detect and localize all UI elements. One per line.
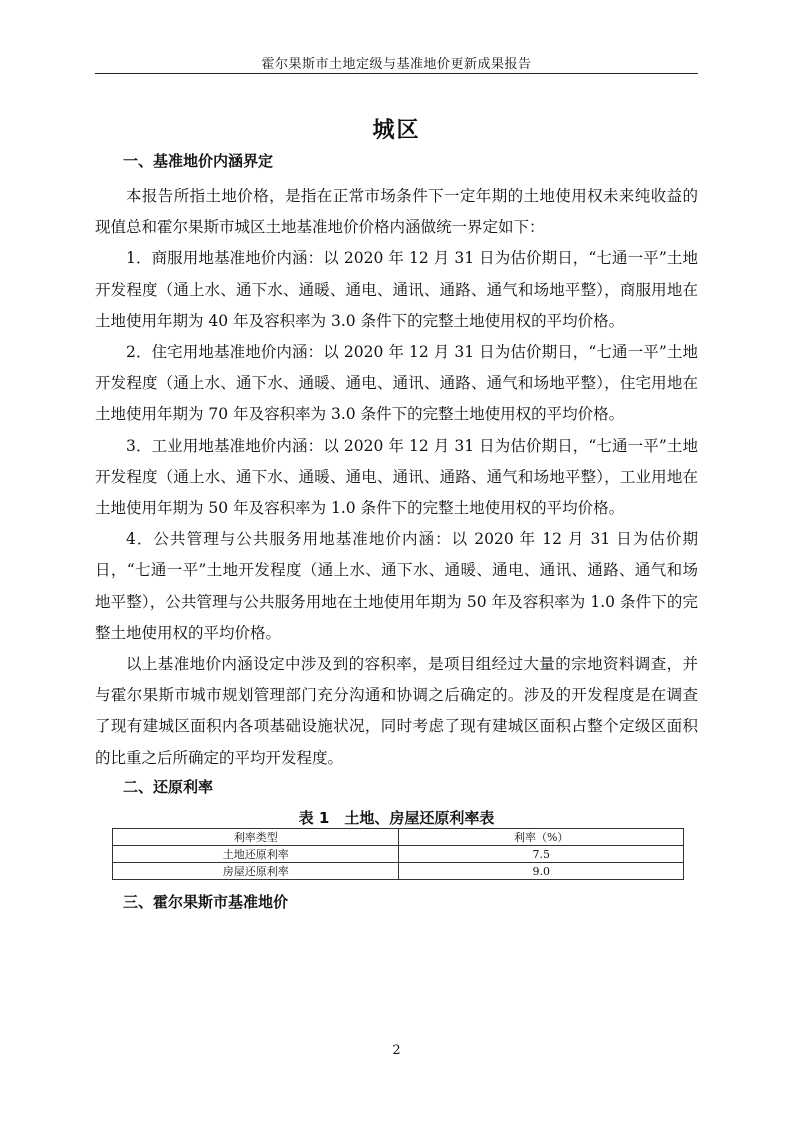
paragraph-commercial: 1．商服用地基准地价内涵：以 2020 年 12 月 31 日为估价期日，“七通一平”土地开发程度（通上水、通下水、通暖、通电、通讯、通路、通气和场地平整），商服用地在土地使用年期为 40 年及容积率为 3.0 条件下的完整土地使用权的平均价格。: [95, 249, 698, 330]
table-header-cell: 利率类型: [113, 829, 399, 846]
table-cell: 9.0: [399, 863, 684, 880]
section-heading-2: 二、还原利率: [123, 778, 214, 796]
paragraph-summary: 以上基准地价内涵设定中涉及到的容积率，是项目组经过大量的宗地资料调查，并与霍尔果斯市城市规划管理部门充分沟通和协调之后确定的。涉及的开发程度是在调查了现有建城区面积内各项基础设施状况，同时考虑了现有建城区面积占整个定级区面积的比重之后所确定的平均开发程度。: [95, 655, 698, 767]
table-header-row: [113, 829, 684, 846]
table-cell: 房屋还原利率: [113, 863, 399, 880]
table-cell: 土地还原利率: [113, 846, 399, 863]
page-header: 霍尔果斯市土地定级与基准地价更新成果报告: [261, 57, 532, 72]
header-divider: [95, 73, 698, 74]
page-title: 城区: [372, 117, 421, 143]
page-number: 2: [392, 1043, 401, 1058]
section-heading-1: 一、基准地价内涵界定: [123, 152, 274, 170]
table-caption: 表 1 土地、房屋还原利率表: [298, 809, 495, 827]
section-heading-3: 三、霍尔果斯市基准地价: [123, 893, 289, 911]
rate-table: [112, 828, 684, 880]
table-cell: 7.5: [399, 846, 684, 863]
paragraph-public: 4．公共管理与公共服务用地基准地价内涵：以 2020 年 12 月 31 日为估价期日，“七通一平”土地开发程度（通上水、通下水、通暖、通电、通讯、通路、通气和场地平整），公共管理与公共服务用地在土地使用年期为 50 年及容积率为 1.0 条件下的完整土地使用权的平均价格。: [95, 530, 698, 642]
table-row: [113, 863, 684, 880]
body-text: [95, 181, 698, 774]
paragraph-residential: 2．住宅用地基准地价内涵：以 2020 年 12 月 31 日为估价期日，“七通一平”土地开发程度（通上水、通下水、通暖、通电、通讯、通路、通气和场地平整），住宅用地在土地使用年期为 70 年及容积率为 3.0 条件下的完整土地使用权的平均价格。: [95, 343, 698, 424]
paragraph-industrial: 3．工业用地基准地价内涵：以 2020 年 12 月 31 日为估价期日，“七通一平”土地开发程度（通上水、通下水、通暖、通电、通讯、通路、通气和场地平整），工业用地在土地使用年期为 50 年及容积率为 1.0 条件下的完整土地使用权的平均价格。: [95, 436, 698, 518]
table-row: [113, 846, 684, 863]
table-header-cell: 利率（%）: [399, 829, 684, 846]
paragraph-intro: 本报告所指土地价格，是指在正常市场条件下一定年期的土地使用权未来纯收益的现值总和霍尔果斯市城区土地基准地价价格内涵做统一界定如下：: [95, 187, 698, 237]
